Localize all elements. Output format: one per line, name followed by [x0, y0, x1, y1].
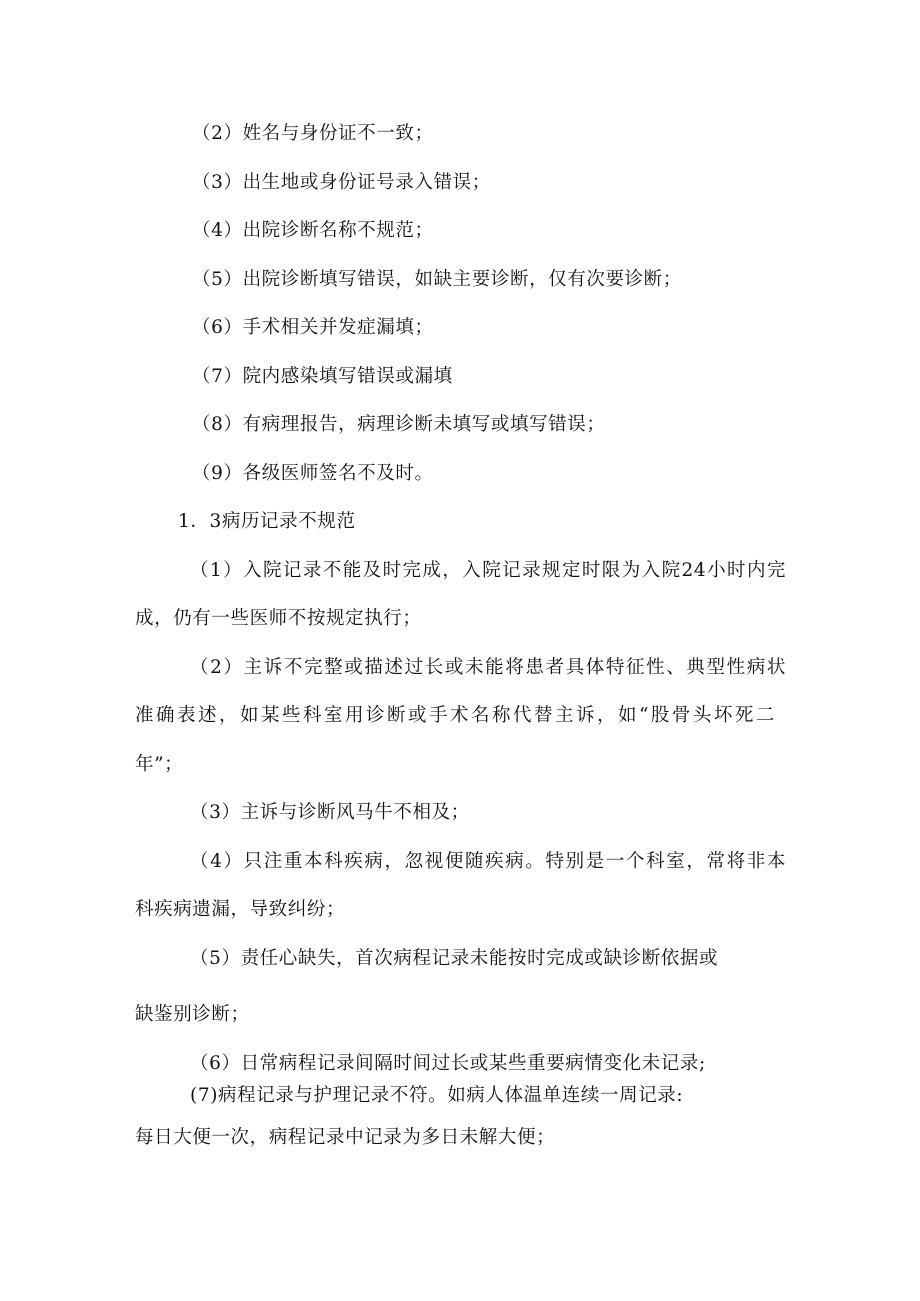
list-item-6: （6）手术相关并发症漏填；: [192, 317, 434, 338]
list-item-9: （9）各级医师签名不及时。: [192, 463, 434, 484]
list-item-3: （3）出生地或身份证号录入错误；: [192, 172, 491, 193]
paragraph-3-line-1: （3）主诉与诊断风马牛不相及；: [190, 802, 470, 823]
paragraph-1-line-1: （1）入院记录不能及时完成，入院记录规定时限为入院24小时内完: [190, 560, 786, 581]
list-item-2: （2）姓名与身份证不一致；: [192, 123, 434, 144]
paragraph-7-line-2: 每日大便一次，病程记录中记录为多日未解大便；: [135, 1127, 556, 1148]
section-heading: 1．3病历记录不规范: [178, 511, 356, 532]
paragraph-7-line-1: (7)病程记录与护理记录不符。如病人体温单连续一周记录:: [190, 1085, 684, 1106]
paragraph-1-line-2: 成，仍有一些医师不按规定执行；: [135, 608, 422, 629]
list-item-4: （4）出院诊断名称不规范；: [192, 220, 434, 241]
paragraph-5-line-1: （5）责任心缺失，首次病程记录未能按时完成或缺诊断依据或: [190, 948, 719, 969]
paragraph-2-line-1: （2）主诉不完整或描述过长或未能将患者具体特征性、典型性病状: [190, 657, 786, 678]
paragraph-6-line-1: （6）日常病程记录间隔时间过长或某些重要病情变化未记录;: [190, 1053, 706, 1074]
list-item-5: （5）出院诊断填写错误，如缺主要诊断，仅有次要诊断；: [192, 269, 682, 290]
list-item-7: （7）院内感染填写错误或漏填: [192, 366, 453, 387]
paragraph-2-line-3: 年”；: [135, 754, 184, 775]
paragraph-5-line-2: 缺鉴别诊断；: [135, 1004, 250, 1025]
paragraph-4-line-2: 科疾病遗漏，导致纠纷；: [135, 899, 346, 920]
list-item-8: （8）有病理报告，病理诊断未填写或填写错误；: [192, 414, 606, 435]
paragraph-2-line-2: 准确表述，如某些科室用诊断或手术名称代替主诉，如“股骨头坏死二: [135, 705, 775, 726]
paragraph-4-line-1: （4）只注重本科疾病，忽视便随疾病。特别是一个科室，常将非本: [190, 851, 786, 872]
